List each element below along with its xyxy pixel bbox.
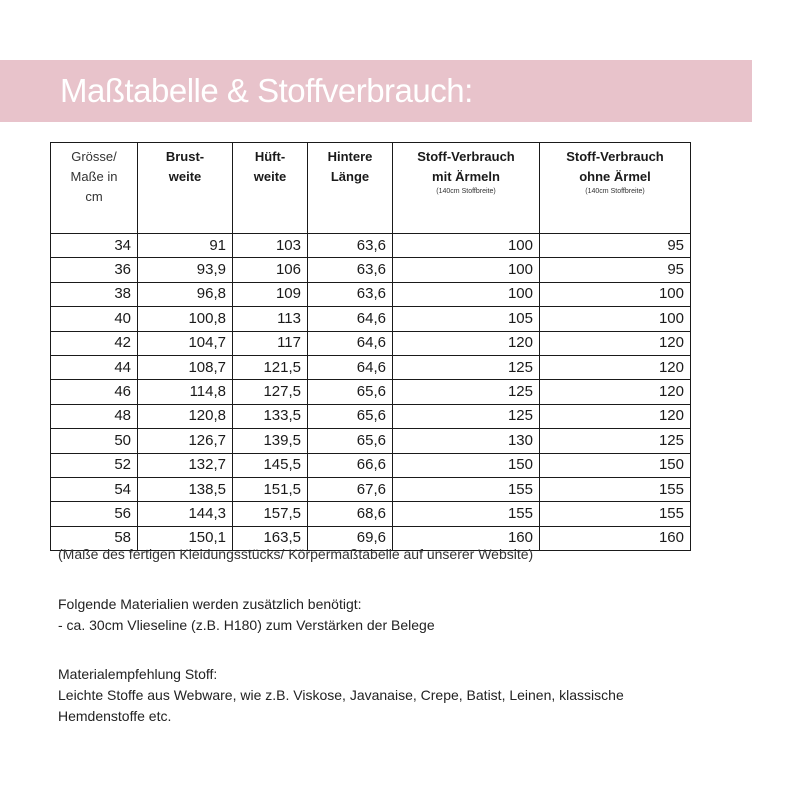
header-size — [51, 143, 138, 234]
table-cell: 63,6 — [308, 258, 393, 282]
table-cell: 155 — [393, 502, 540, 526]
table-cell: 103 — [233, 234, 308, 258]
table-cell: 58 — [51, 526, 138, 550]
header-line: Länge — [330, 169, 370, 184]
table-cell: 157,5 — [233, 502, 308, 526]
table-cell: 64,6 — [308, 355, 393, 379]
table-cell: 93,9 — [138, 258, 233, 282]
table-cell: 54 — [51, 477, 138, 501]
table-cell: 120 — [540, 380, 691, 404]
table-cell: 36 — [51, 258, 138, 282]
table-cell: 120 — [540, 331, 691, 355]
table-header-row — [51, 143, 691, 234]
materials-item: - ca. 30cm Vlieseline (z.B. H180) zum Verstärken der Belege — [58, 617, 435, 633]
table-row — [51, 234, 691, 258]
table-cell: 56 — [51, 502, 138, 526]
table-cell: 126,7 — [138, 429, 233, 453]
table-cell: 120 — [540, 355, 691, 379]
table-cell: 125 — [393, 355, 540, 379]
fabric-text-line-1: Leichte Stoffe aus Webware, wie z.B. Viskose, Javanaise, Crepe, Batist, Leinen, klassische — [58, 687, 624, 703]
table-cell: 138,5 — [138, 477, 233, 501]
size-table — [50, 142, 691, 551]
table-cell: 50 — [51, 429, 138, 453]
table-cell: 64,6 — [308, 307, 393, 331]
table-row — [51, 331, 691, 355]
table-cell: 125 — [540, 429, 691, 453]
table-cell: 155 — [540, 477, 691, 501]
table-cell: 67,6 — [308, 477, 393, 501]
header-line: Hüft- — [254, 149, 286, 164]
header-line: cm — [85, 189, 103, 204]
table-cell: 44 — [51, 355, 138, 379]
table-cell: 127,5 — [233, 380, 308, 404]
table-cell: 163,5 — [233, 526, 308, 550]
table-cell: 117 — [233, 331, 308, 355]
table-cell: 113 — [233, 307, 308, 331]
table-cell: 100 — [393, 258, 540, 282]
table-cell: 133,5 — [233, 404, 308, 428]
header-line: mit Ärmeln — [432, 169, 500, 184]
table-cell: 48 — [51, 404, 138, 428]
header-line: Brust- — [165, 149, 205, 164]
table-cell: 95 — [540, 258, 691, 282]
header-line: Grösse/ — [71, 149, 117, 164]
header-line: ohne Ärmel — [579, 169, 651, 184]
table-cell: 114,8 — [138, 380, 233, 404]
fabric-section — [58, 664, 624, 727]
table-footnote: (Maße des fertigen Kleidungsstücks/ Körpermaßtabelle auf unserer Website) — [58, 546, 534, 562]
table-cell: 65,6 — [308, 404, 393, 428]
table-cell: 100 — [393, 234, 540, 258]
table-cell: 46 — [51, 380, 138, 404]
table-cell: 121,5 — [233, 355, 308, 379]
table-cell: 100 — [540, 307, 691, 331]
table-cell: 120 — [393, 331, 540, 355]
table-cell: 100 — [393, 282, 540, 306]
table-cell: 65,6 — [308, 380, 393, 404]
header-line: Maße in — [70, 169, 118, 184]
header-bust — [138, 143, 233, 234]
table-cell: 155 — [540, 502, 691, 526]
header-line: Stoff-Verbrauch — [417, 149, 515, 164]
table-row — [51, 307, 691, 331]
table-row — [51, 477, 691, 501]
table-cell: 125 — [393, 380, 540, 404]
table-cell: 106 — [233, 258, 308, 282]
table-cell: 63,6 — [308, 234, 393, 258]
table-cell: 139,5 — [233, 429, 308, 453]
table-cell: 120,8 — [138, 404, 233, 428]
table-row — [51, 453, 691, 477]
table-cell: 145,5 — [233, 453, 308, 477]
table-cell: 150 — [393, 453, 540, 477]
table-cell: 130 — [393, 429, 540, 453]
header-line: Hintere — [327, 149, 373, 164]
table-cell: 125 — [393, 404, 540, 428]
table-cell: 65,6 — [308, 429, 393, 453]
table-cell: 96,8 — [138, 282, 233, 306]
fabric-heading: Materialempfehlung Stoff: — [58, 666, 218, 682]
table-cell: 63,6 — [308, 282, 393, 306]
header-line: weite — [168, 169, 202, 184]
table-cell: 42 — [51, 331, 138, 355]
header-fabric-with-sleeves — [393, 143, 540, 234]
table-cell: 52 — [51, 453, 138, 477]
table-cell: 160 — [393, 526, 540, 550]
table-cell: 38 — [51, 282, 138, 306]
header-line: weite — [253, 169, 287, 184]
table-cell: 34 — [51, 234, 138, 258]
table-cell: 91 — [138, 234, 233, 258]
table-cell: 150,1 — [138, 526, 233, 550]
table-row — [51, 404, 691, 428]
table-cell: 105 — [393, 307, 540, 331]
table-cell: 104,7 — [138, 331, 233, 355]
table-cell: 100 — [540, 282, 691, 306]
page-title: Maßtabelle & Stoffverbrauch: — [60, 72, 473, 109]
table-row — [51, 429, 691, 453]
table-cell: 120 — [540, 404, 691, 428]
materials-section — [58, 594, 435, 636]
table-cell: 144,3 — [138, 502, 233, 526]
table-row — [51, 355, 691, 379]
table-cell: 68,6 — [308, 502, 393, 526]
table-row — [51, 258, 691, 282]
table-cell: 160 — [540, 526, 691, 550]
table-row — [51, 502, 691, 526]
table-body — [51, 234, 691, 551]
table-cell: 64,6 — [308, 331, 393, 355]
header-line: Stoff-Verbrauch — [566, 149, 664, 164]
header-hip — [233, 143, 308, 234]
materials-heading: Folgende Materialien werden zusätzlich benötigt: — [58, 596, 362, 612]
table-cell: 155 — [393, 477, 540, 501]
title-banner — [0, 60, 752, 122]
table-cell: 95 — [540, 234, 691, 258]
table-cell: 109 — [233, 282, 308, 306]
header-back-length — [308, 143, 393, 234]
table-cell: 69,6 — [308, 526, 393, 550]
table-cell: 151,5 — [233, 477, 308, 501]
header-note: (140cm Stoffbreite) — [585, 188, 645, 195]
table-cell: 150 — [540, 453, 691, 477]
table-cell: 66,6 — [308, 453, 393, 477]
table-cell: 40 — [51, 307, 138, 331]
table-cell: 108,7 — [138, 355, 233, 379]
table-cell: 132,7 — [138, 453, 233, 477]
table-row — [51, 282, 691, 306]
header-fabric-without-sleeves — [540, 143, 691, 234]
header-note: (140cm Stoffbreite) — [436, 188, 496, 195]
fabric-text-line-2: Hemdenstoffe etc. — [58, 708, 172, 724]
table-row — [51, 380, 691, 404]
table-cell: 100,8 — [138, 307, 233, 331]
